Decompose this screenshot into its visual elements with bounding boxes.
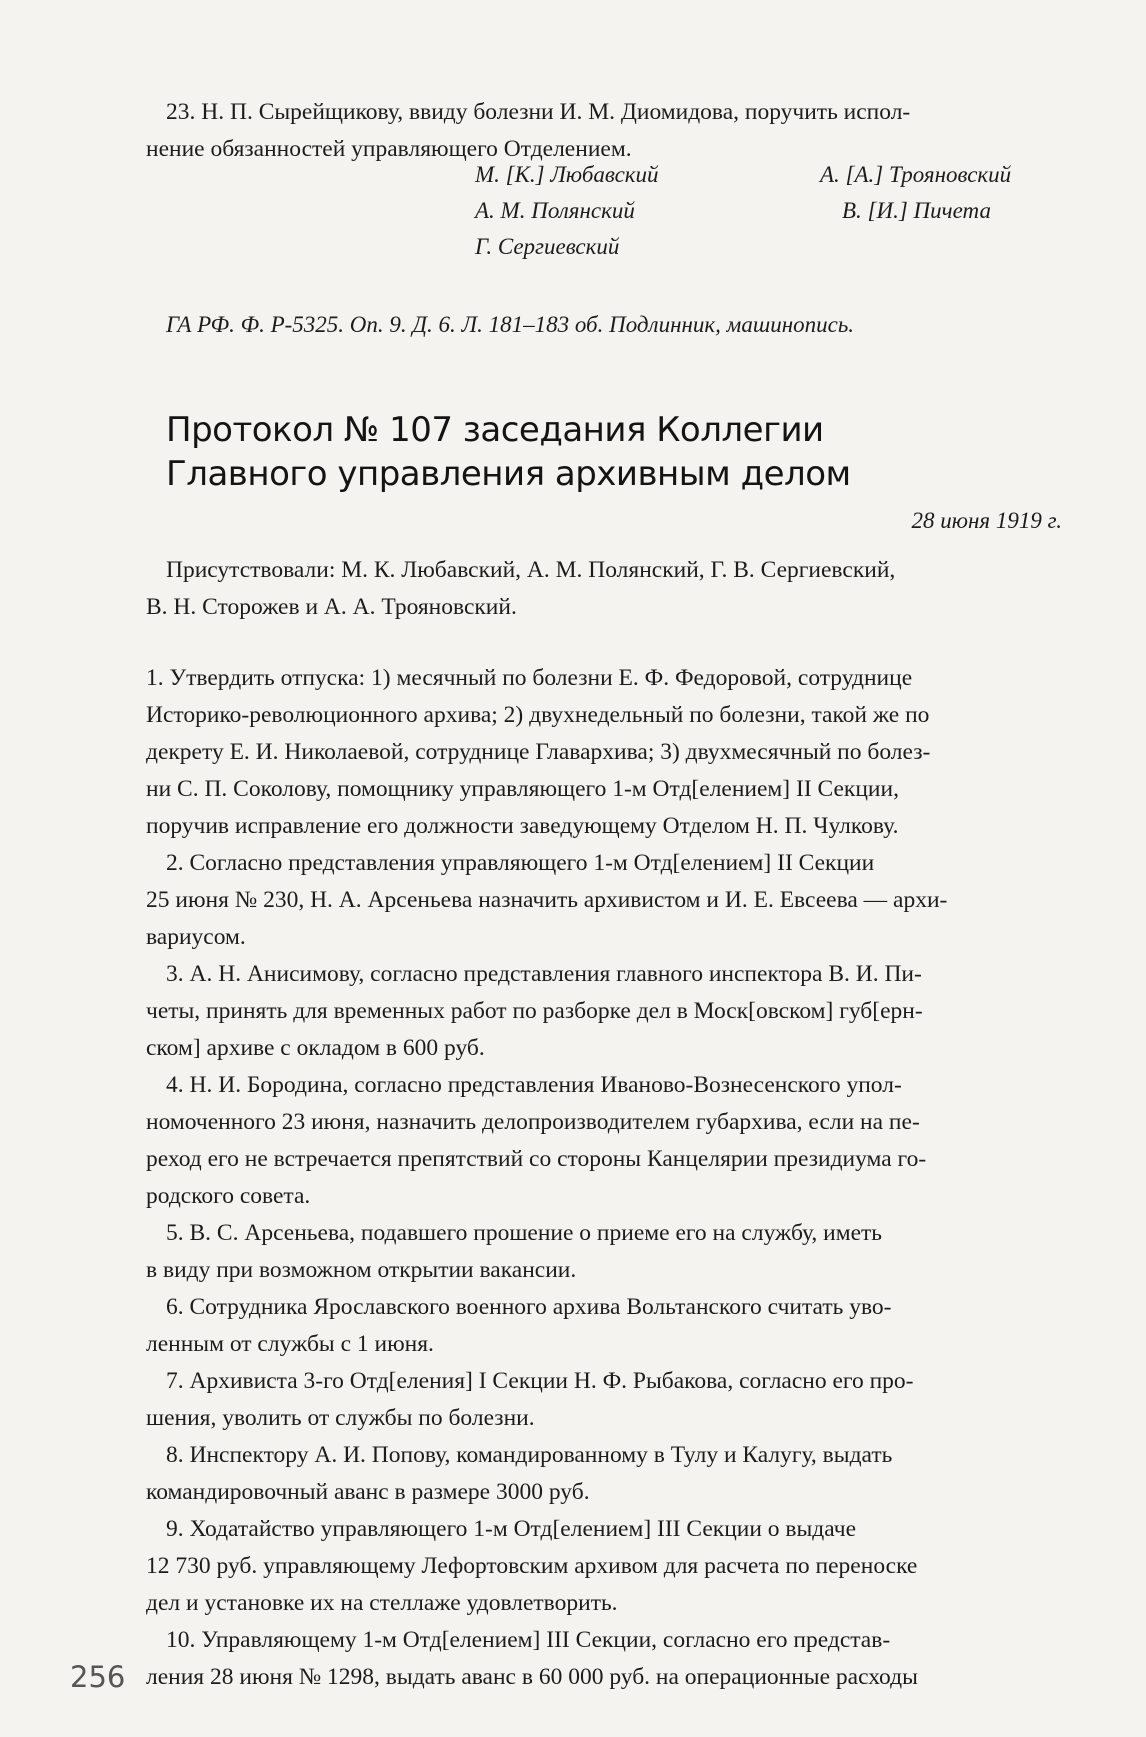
item-line: 7. Архивиста 3-го Отд[еления] I Секции Н. Ф. Рыбакова, согласно его про- [166, 1368, 914, 1394]
item-line: 9. Ходатайство управляющего 1-м Отд[елением] III Секции о выдаче [166, 1516, 857, 1542]
item-line: номоченного 23 июня, назначить делопроизводителем губархива, если на пе- [146, 1109, 920, 1135]
item-2 [146, 845, 1062, 956]
item-line: дел и установке их на стеллаже удовлетворить. [146, 1590, 618, 1616]
item-6 [146, 1289, 1062, 1363]
item-10 [146, 1622, 1062, 1696]
item-line: Историко-революционного архива; 2) двухнедельный по болезни, такой же по [146, 702, 930, 728]
item-3 [146, 956, 1062, 1067]
item-line: 10. Управляющему 1-м Отд[елением] III Секции, согласно его представ- [166, 1627, 891, 1653]
item-line: ни С. П. Соколову, помощнику управляющего 1-м Отд[елением] II Секции, [146, 776, 899, 802]
item-5 [146, 1215, 1062, 1289]
item-4 [146, 1067, 1062, 1215]
item-23-line-2: нение обязанностей управляющего Отделением. [146, 136, 632, 162]
signature-troyanovsky: А. [А.] Трояновский [820, 162, 1012, 187]
item-8 [146, 1437, 1062, 1511]
signature-polyansky: А. М. Полянский [475, 198, 635, 223]
item-line: шения, уволить от службы по болезни. [146, 1405, 535, 1431]
item-line: командировочный аванс в размере 3000 руб. [146, 1479, 590, 1505]
item-23-paragraph [146, 94, 1062, 168]
item-line: в виду при возможном открытии вакансии. [146, 1257, 577, 1283]
signature-picheta: В. [И.] Пичета [842, 198, 991, 223]
item-9 [146, 1511, 1062, 1622]
item-line: 25 июня № 230, Н. А. Арсеньева назначить архивистом и И. Е. Евсеева — архи- [146, 887, 948, 913]
item-line: ленным от службы с 1 июня. [146, 1331, 434, 1357]
item-line: 3. А. Н. Анисимову, согласно представления главного инспектора В. И. Пи- [166, 961, 922, 987]
item-line: ском] архиве с окладом в 600 руб. [146, 1035, 485, 1061]
item-23-line-1: 23. Н. П. Сырейщикову, ввиду болезни И. М. Диомидова, поручить испол- [166, 99, 911, 125]
item-1 [146, 660, 1062, 845]
item-line: вариусом. [146, 924, 246, 950]
signature-lyubavsky: М. [К.] Любавский [475, 162, 659, 187]
protocol-date: 28 июня 1919 г. [911, 508, 1062, 533]
signature-sergievsky: Г. Сергиевский [475, 234, 620, 259]
item-line: реход его не встречается препятствий со стороны Канцелярии президиума го- [146, 1146, 927, 1172]
item-line: 1. Утвердить отпуска: 1) месячный по болезни Е. Ф. Федоровой, сотруднице [146, 665, 913, 691]
item-line: 8. Инспектору А. И. Попову, командированному в Тулу и Калугу, выдать [166, 1442, 893, 1468]
protocol-items [146, 660, 1062, 1696]
item-line: декрету Е. И. Николаевой, сотруднице Главархива; 3) двухмесячный по болез- [146, 739, 931, 765]
item-line: родского совета. [146, 1183, 311, 1209]
item-line: 12 730 руб. управляющему Лефортовским архивом для расчета по переноске [146, 1553, 918, 1579]
archive-reference: ГА РФ. Ф. Р-5325. Оп. 9. Д. 6. Л. 181–183 об. Подлинник, машинопись. [166, 312, 855, 337]
item-line: четы, принять для временных работ по разборке дел в Моск[овском] губ[ерн- [146, 998, 923, 1024]
item-line: 6. Сотрудника Ярославского военного архива Вольтанского считать уво- [166, 1294, 892, 1320]
item-line: 2. Согласно представления управляющего 1-м Отд[елением] II Секции [166, 850, 875, 876]
item-line: ления 28 июня № 1298, выдать аванс в 60 000 руб. на операционные расходы [146, 1664, 918, 1690]
present-paragraph [146, 552, 1062, 626]
heading-line-1: Протокол № 107 заседания Коллегии [166, 410, 824, 450]
heading-line-2: Главного управления архивным делом [166, 454, 851, 494]
item-line: 4. Н. И. Бородина, согласно представления Иваново-Вознесенского упол- [166, 1072, 902, 1098]
item-line: поручив исправление его должности заведующему Отделом Н. П. Чулкову. [146, 813, 899, 839]
present-line-1: Присутствовали: М. К. Любавский, А. М. Полянский, Г. В. Сергиевский, [166, 557, 896, 583]
item-line: 5. В. С. Арсеньева, подавшего прошение о приеме его на службу, иметь [166, 1220, 883, 1246]
protocol-heading [166, 408, 986, 496]
page-number: 256 [70, 1660, 126, 1694]
item-7 [146, 1363, 1062, 1437]
present-line-2: В. Н. Сторожев и А. А. Трояновский. [146, 594, 517, 620]
